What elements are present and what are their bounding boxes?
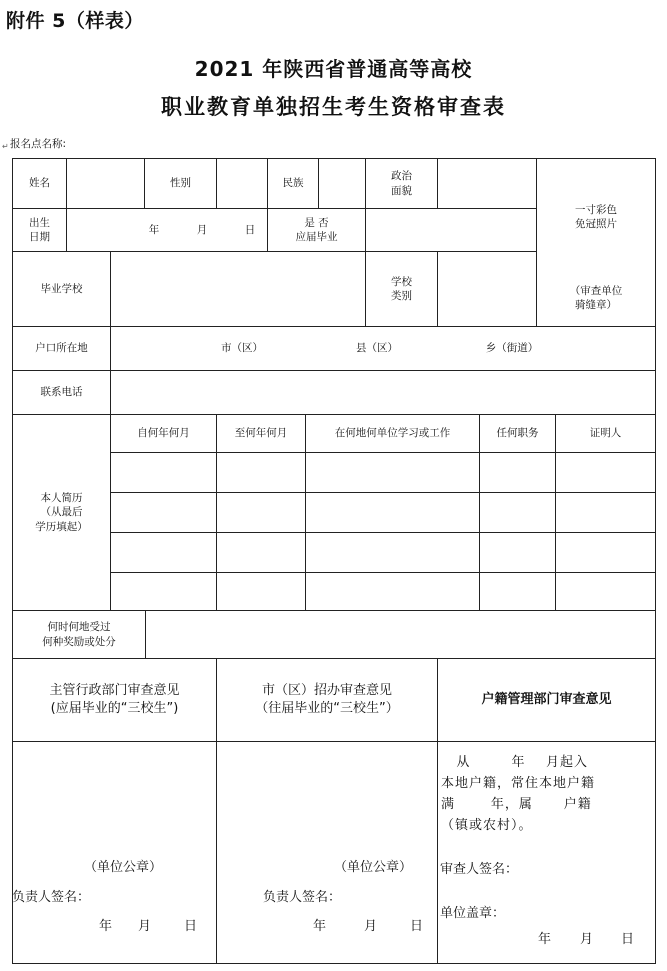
- qualification-review-table: [12, 158, 656, 964]
- date-month: 月: [138, 919, 152, 934]
- unit-stamp-label: 单位盖章：: [440, 906, 506, 921]
- political-status-label: 政治 面貌: [391, 170, 412, 197]
- date-year: 年: [538, 932, 552, 947]
- household-label: 户口所在地: [35, 342, 88, 355]
- name-field[interactable]: [67, 159, 144, 208]
- ethnicity-field[interactable]: [319, 159, 365, 208]
- photo-seal-note: （审查单位 骑缝章）: [569, 284, 623, 311]
- birth-date-label: 出生 日期: [29, 216, 50, 243]
- household-city: 市（区）: [221, 342, 263, 355]
- leader-signature-label: 负责人签名：: [263, 890, 342, 905]
- date-day: 日: [184, 919, 198, 934]
- household-dept-review-title: 户籍管理部门审查意见: [481, 692, 612, 708]
- household-county: 县（区）: [356, 342, 398, 355]
- enrollment-office-review-title: 市（区）招办审查意见 （往届毕业的“三校生”）: [255, 683, 399, 716]
- phone-label: 联系电话: [40, 386, 83, 399]
- resume-header-unit: 在何地何单位学习或工作: [334, 427, 451, 440]
- reviewer-signature-label: 审查人签名：: [440, 862, 519, 877]
- household-township: 乡（街道）: [485, 342, 539, 355]
- birth-month-unit: 月: [196, 223, 208, 236]
- awards-label: 何时何地受过 何种奖励或处分: [42, 621, 116, 648]
- phone-field[interactable]: [111, 371, 655, 414]
- date-day: 日: [410, 919, 424, 934]
- residency-line-2: 本地户籍，常住本地户籍: [441, 776, 596, 791]
- date-day: 日: [621, 932, 635, 947]
- form-title-line2: 职业教育单独招生考生资格审查表: [161, 95, 506, 119]
- paragraph-mark-icon: ↵: [2, 142, 9, 151]
- awards-field[interactable]: [146, 611, 655, 658]
- graduate-school-field[interactable]: [111, 252, 365, 326]
- resume-header-witness: 证明人: [589, 427, 622, 440]
- residency-line-1: 从 年 月起入: [441, 755, 588, 770]
- birth-day-unit: 日: [244, 223, 256, 236]
- residency-line-4: （镇或农村）。: [441, 818, 533, 833]
- resume-header-position: 任何职务: [496, 427, 539, 440]
- school-type-field[interactable]: [438, 252, 536, 326]
- fresh-graduate-field[interactable]: [366, 209, 536, 251]
- graduate-school-label: 毕业学校: [40, 282, 83, 295]
- gender-label: 性别: [170, 177, 191, 190]
- attachment-label: 附件 5（样表）: [6, 10, 144, 32]
- photo-label: 一寸彩色 免冠照片: [575, 203, 617, 230]
- fresh-graduate-label: 是 否 应届毕业: [295, 216, 338, 243]
- resume-label: 本人简历 （从最后 学历填起）: [35, 492, 88, 533]
- unit-seal-text: （单位公章）: [334, 860, 413, 875]
- date-year: 年: [313, 919, 327, 934]
- ethnicity-label: 民族: [282, 177, 304, 190]
- political-status-field[interactable]: [438, 159, 536, 208]
- registration-site-label: 报名点名称:: [10, 138, 67, 150]
- resume-header-from: 自何年何月: [137, 427, 190, 440]
- residency-line-3: 满 年，属 户籍: [441, 797, 592, 812]
- date-year: 年: [99, 919, 113, 934]
- unit-seal-text: （单位公章）: [84, 860, 163, 875]
- date-month: 月: [580, 932, 594, 947]
- gender-field[interactable]: [217, 159, 267, 208]
- date-month: 月: [364, 919, 378, 934]
- admin-dept-review-title: 主管行政部门审查意见 (应届毕业的“三校生”): [49, 683, 180, 716]
- form-title-line1: 2021 年陕西省普通高等高校: [194, 57, 473, 81]
- birth-year-unit: 年: [148, 223, 160, 236]
- resume-header-to: 至何年何月: [234, 427, 288, 440]
- name-label: 姓名: [29, 177, 50, 190]
- school-type-label: 学校 类别: [391, 275, 412, 302]
- leader-signature-label: 负责人签名：: [12, 890, 91, 905]
